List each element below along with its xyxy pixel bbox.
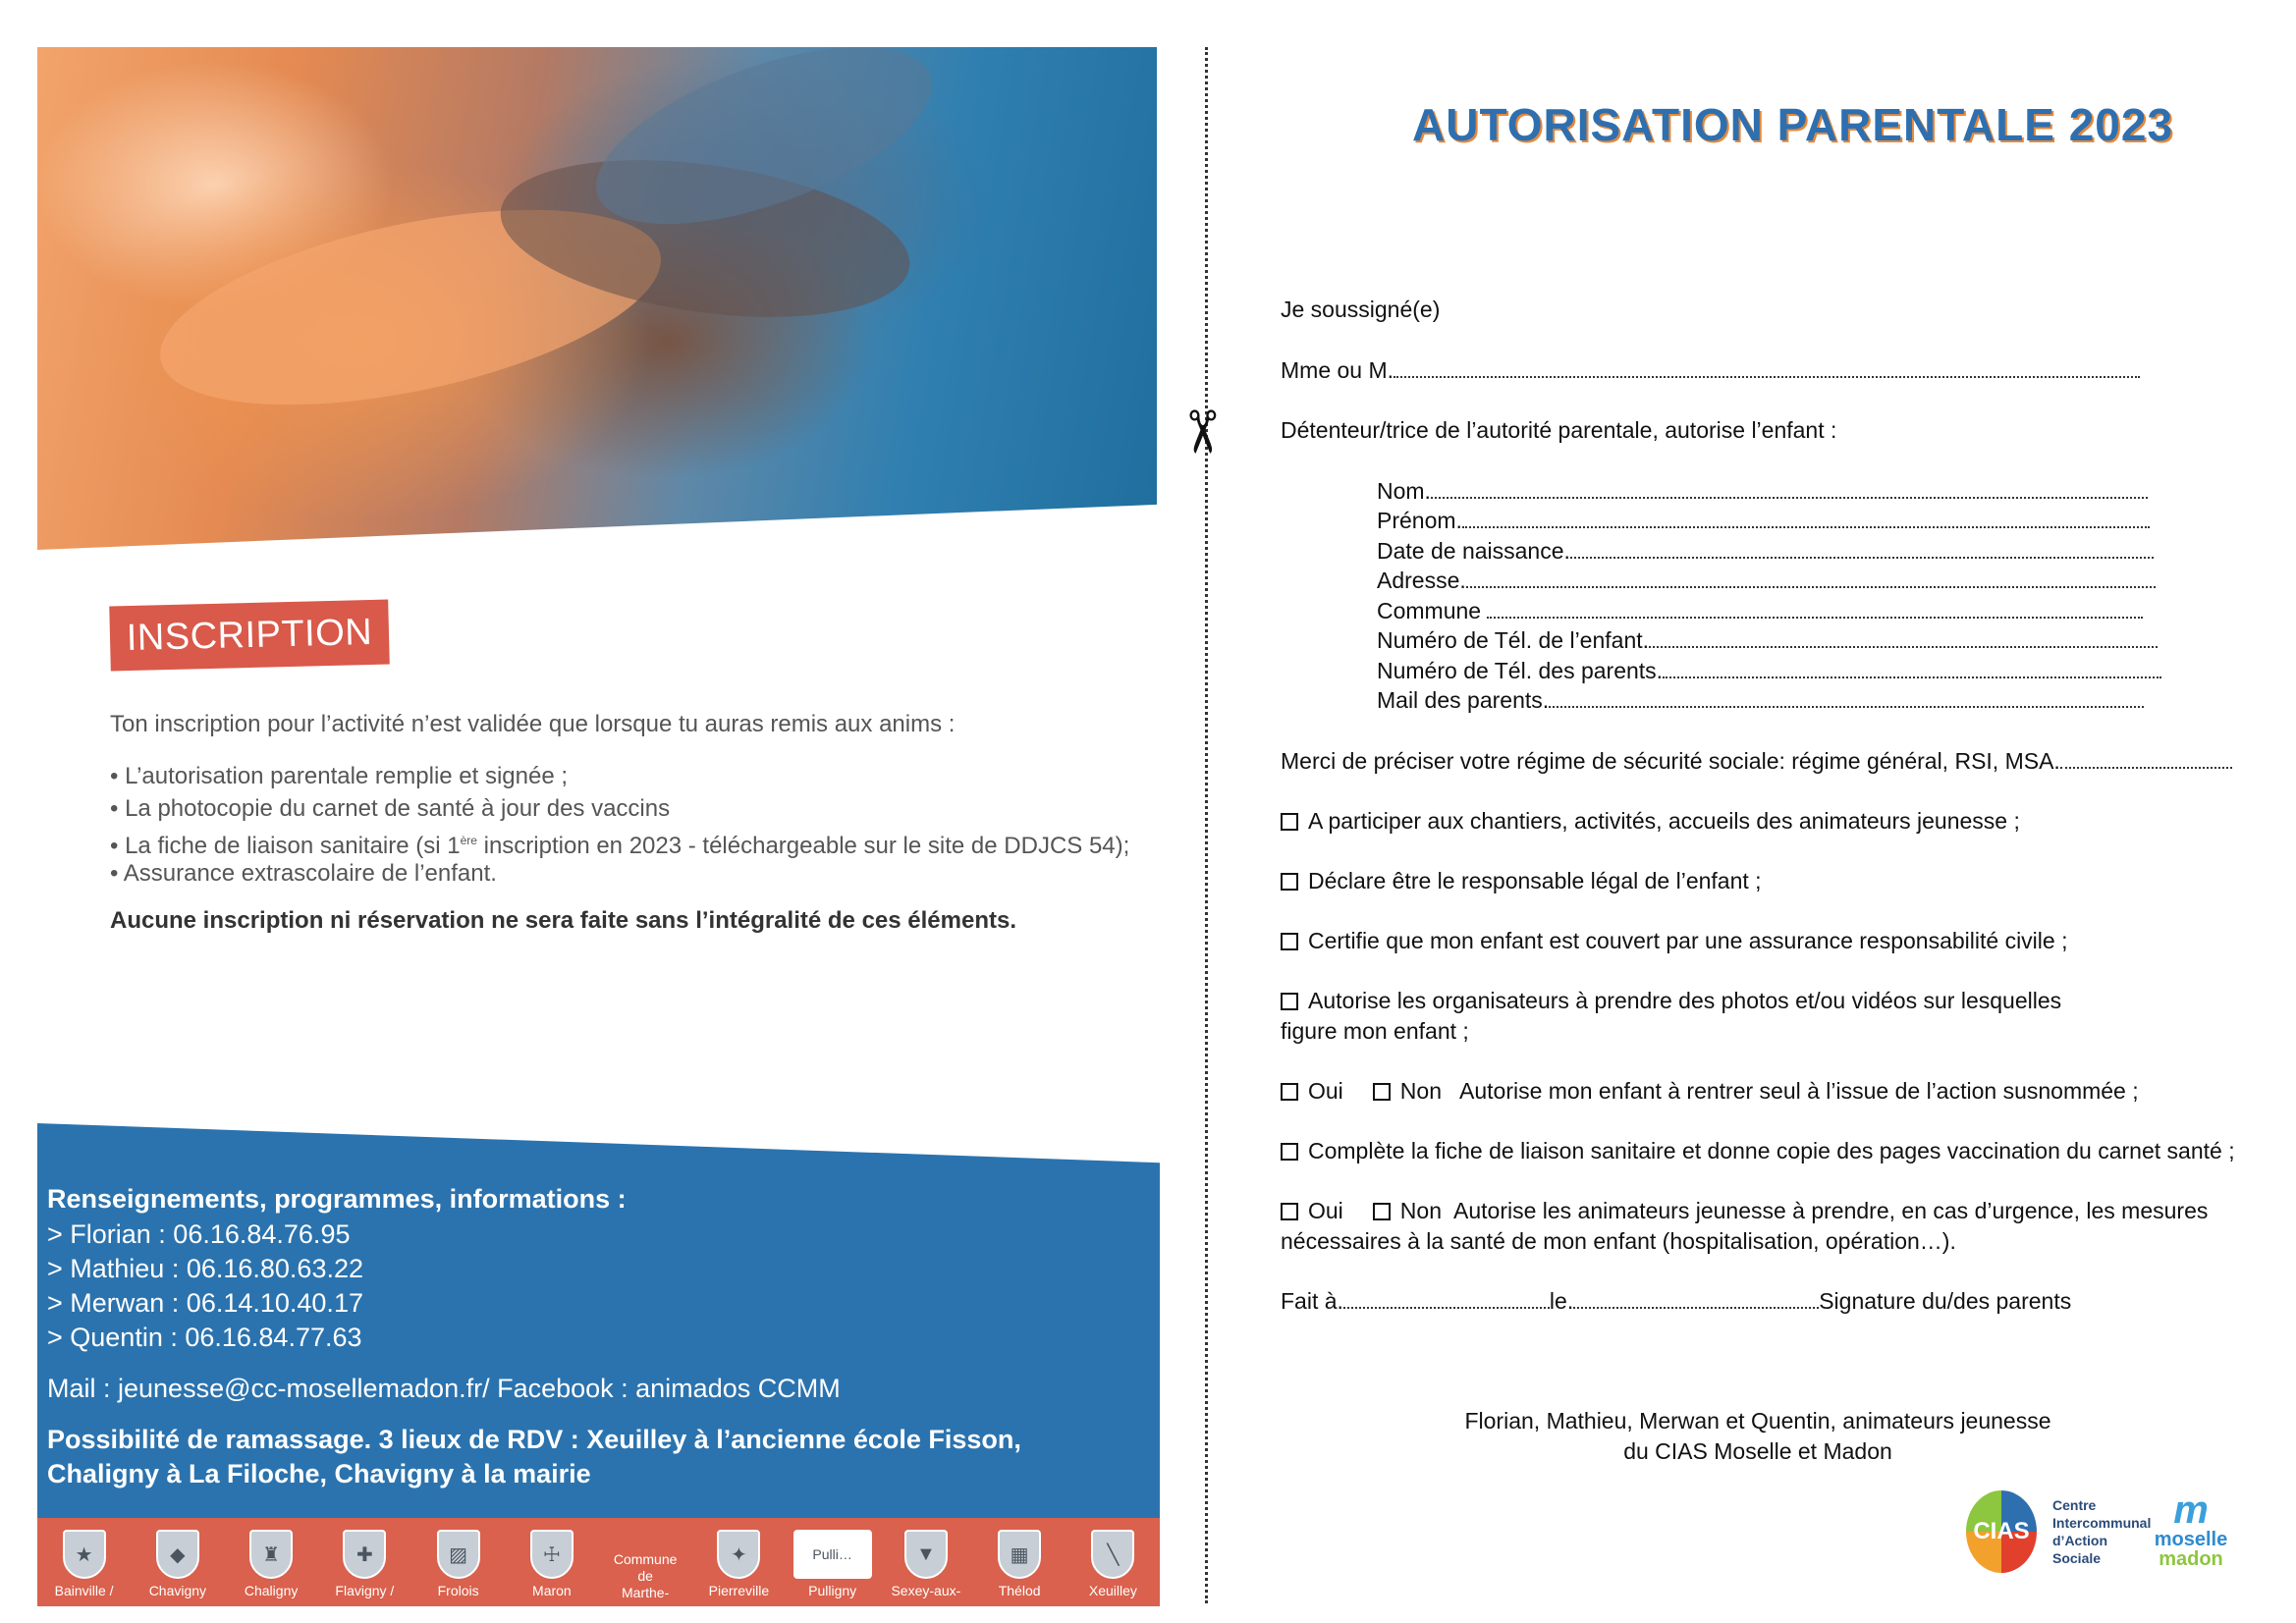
fill-line[interactable]: [1663, 661, 2161, 678]
crest-icon: ◆: [156, 1530, 199, 1579]
crest-icon: ▦: [998, 1530, 1041, 1579]
field-label: Numéro de Tél. des parents.: [1377, 658, 1664, 683]
commune-logo: [789, 1530, 877, 1598]
fill-line[interactable]: [1649, 630, 2158, 648]
date-fill-line[interactable]: [1573, 1291, 1819, 1309]
scissors-icon: ✂: [1169, 406, 1235, 458]
place-fill-line[interactable]: [1343, 1291, 1550, 1309]
parents-mail-field[interactable]: [1377, 687, 2144, 714]
child-nom-field[interactable]: [1377, 478, 2148, 505]
crest-icon: ★: [63, 1530, 106, 1579]
commune-logo: [508, 1530, 596, 1598]
inscription-intro: Ton inscription pour l’activité n’est validée que lorsque tu auras remis aux anims :: [110, 711, 956, 737]
check-urgence[interactable]: [1281, 1198, 2208, 1224]
crest-icon: ╲: [1091, 1530, 1134, 1579]
list-item-text: inscription en 2023 - téléchargeable sur le site de DDJCS 54);: [476, 833, 1130, 859]
child-address-field[interactable]: [1377, 568, 2156, 594]
field-label: Prénom.: [1377, 508, 1462, 533]
fill-line[interactable]: [1549, 690, 2144, 708]
child-commune-field[interactable]: [1377, 598, 2143, 624]
commune-name: Flavigny /: [335, 1583, 395, 1598]
commune-name: Chavigny: [148, 1583, 207, 1598]
commune-name: Pulligny: [808, 1583, 857, 1598]
signature-label: Signature du/des parents: [1819, 1288, 2072, 1314]
check-participer[interactable]: [1281, 808, 2020, 835]
commune-name: Frolois: [437, 1583, 479, 1598]
commune-name: Thélod: [998, 1583, 1041, 1598]
oui-label: Oui: [1308, 1198, 1343, 1223]
fill-line[interactable]: [1394, 360, 2140, 378]
field-label: Numéro de Tél. de l’enfant.: [1377, 627, 1650, 653]
communes-strip: [37, 1518, 1160, 1606]
logo-mark: m: [2173, 1488, 2209, 1532]
commune-name: Bainville /: [54, 1583, 114, 1598]
child-birthdate-field[interactable]: [1377, 538, 2154, 565]
list-item: • L’autorisation parentale remplie et signée ;: [110, 760, 1129, 792]
check-rentrer-seul[interactable]: [1281, 1078, 2139, 1105]
fill-line[interactable]: [1487, 601, 2143, 619]
checkbox[interactable]: [1281, 813, 1298, 831]
list-item: [110, 825, 1129, 857]
crest-icon: ▼: [904, 1530, 948, 1579]
non-label: Non: [1399, 1078, 1442, 1104]
fill-line[interactable]: [1466, 570, 2156, 588]
checkbox[interactable]: [1281, 1143, 1298, 1161]
checkbox-label: Autorise mon enfant à rentrer seul à l’issue de l’action susnommée ;: [1459, 1078, 2139, 1104]
contact-quentin: > Quentin : 06.16.84.77.63: [47, 1323, 362, 1352]
checkbox-label: Certifie que mon enfant est couvert par une assurance responsabilité civile ;: [1308, 928, 2068, 953]
contact-florian: > Florian : 06.16.84.76.95: [47, 1219, 351, 1249]
commune-logo: [414, 1530, 503, 1598]
commune-name: Sexey-aux-: [891, 1583, 961, 1598]
superscript: ère: [460, 834, 477, 847]
check-responsable[interactable]: [1281, 868, 1762, 894]
non-label: Non: [1399, 1198, 1442, 1223]
contact-merwan: > Merwan : 06.14.10.40.17: [47, 1288, 363, 1318]
le-label: le.: [1549, 1288, 1574, 1314]
parent-name-field[interactable]: [1281, 357, 2140, 384]
field-label: Mme ou M.: [1281, 357, 1394, 383]
commune-name: Pierreville: [708, 1583, 770, 1598]
signature-line[interactable]: [1281, 1288, 2071, 1315]
crest-icon: ✚: [343, 1530, 386, 1579]
signoff-line-1: Florian, Mathieu, Merwan et Quentin, animateurs jeunesse: [1464, 1408, 2051, 1434]
checkbox-label: Complète la fiche de liaison sanitaire et donne copie des pages vaccination du carnet santé ;: [1308, 1138, 2235, 1163]
child-phone-field[interactable]: [1377, 627, 2158, 654]
field-label: Commune: [1377, 598, 1488, 623]
check-photos-continued: figure mon enfant ;: [1281, 1018, 1469, 1044]
regime-field[interactable]: [1281, 748, 2232, 775]
fill-line[interactable]: [1462, 511, 2150, 528]
field-label: Adresse.: [1377, 568, 1466, 593]
pickup-line-1: Possibilité de ramassage. 3 lieux de RDV : Xeuilley à l’ancienne école Fisson,: [47, 1425, 1021, 1454]
commune-name: Marthe-: [622, 1585, 670, 1600]
checkbox-label: Déclare être le responsable légal de l’enfant ;: [1308, 868, 1762, 893]
field-label: Merci de préciser votre régime de sécurité sociale: régime général, RSI, MSA.: [1281, 748, 2060, 774]
check-urgence-continued: nécessaires à la santé de mon enfant (hospitalisation, opération…).: [1281, 1228, 1956, 1254]
fill-line[interactable]: [1570, 541, 2154, 559]
list-item: • La photocopie du carnet de santé à jour des vaccins: [110, 792, 1129, 825]
crest-icon: ♜: [249, 1530, 293, 1579]
list-item-text: La fiche de liaison sanitaire (si 1: [125, 833, 461, 859]
checkbox-non[interactable]: [1373, 1083, 1391, 1101]
check-assurance[interactable]: [1281, 928, 2067, 954]
inscription-warning: Aucune inscription ni réservation ne sera faite sans l’intégralité de ces éléments.: [110, 907, 1016, 934]
cut-line: [1205, 47, 1208, 1603]
checkbox-label: A participer aux chantiers, activités, accueils des animateurs jeunesse ;: [1308, 808, 2020, 834]
commune-logo: [1068, 1530, 1157, 1598]
logo-text-line: Sociale: [2052, 1550, 2102, 1566]
cias-logo-text: [2052, 1496, 2151, 1567]
oui-label: Oui: [1308, 1078, 1343, 1104]
crest-icon: Pulli…: [793, 1530, 872, 1579]
contact-mathieu: > Mathieu : 06.16.80.63.22: [47, 1254, 363, 1283]
commune-logo: [975, 1530, 1064, 1598]
field-label: Nom.: [1377, 478, 1431, 504]
logo-word: madon: [2159, 1548, 2223, 1570]
hands-photo: [37, 47, 1157, 550]
checkbox-label: Autorise les organisateurs à prendre des photos et/ou vidéos sur lesquelles: [1308, 988, 2062, 1013]
info-heading: Renseignements, programmes, informations :: [47, 1184, 627, 1214]
cias-logo: CIAS: [1966, 1490, 2037, 1573]
parents-phone-field[interactable]: [1377, 658, 2161, 684]
commune-name: Chaligny: [244, 1583, 299, 1598]
commune-logo: [320, 1530, 409, 1598]
signoff-line-2: du CIAS Moselle et Madon: [1623, 1438, 1892, 1464]
commune-logo: [40, 1530, 129, 1598]
checkbox[interactable]: [1281, 933, 1298, 950]
check-photos[interactable]: [1281, 988, 2061, 1014]
commune-logo: [882, 1530, 970, 1598]
fait-a-label: Fait à.: [1281, 1288, 1343, 1314]
moselle-madon-logo: [2147, 1490, 2235, 1569]
checkbox[interactable]: [1281, 873, 1298, 891]
commune-logo: [601, 1530, 689, 1601]
child-prenom-field[interactable]: [1377, 508, 2150, 534]
crest-icon: ✦: [717, 1530, 760, 1579]
logo-text-line: Intercommunal: [2052, 1515, 2152, 1531]
logo-word: moselle: [2154, 1529, 2228, 1550]
checkbox-oui[interactable]: [1281, 1083, 1298, 1101]
commune-name: Commune: [613, 1551, 678, 1567]
checkbox-oui[interactable]: [1281, 1203, 1298, 1220]
checkbox[interactable]: [1281, 993, 1298, 1010]
commune-logo: [227, 1530, 315, 1598]
check-fiche[interactable]: [1281, 1138, 2235, 1164]
form-title: AUTORISATION PARENTALE 2023: [1412, 99, 2174, 150]
logo-text-line: Centre: [2052, 1497, 2097, 1513]
commune-name: Xeuilley: [1088, 1583, 1137, 1598]
crest-icon: ☩: [530, 1530, 574, 1579]
field-label: Date de naissance.: [1377, 538, 1570, 564]
undersigned-label: Je soussigné(e): [1281, 297, 1441, 322]
authority-statement: Détenteur/trice de l’autorité parentale, autorise l’enfant :: [1281, 417, 1837, 443]
commune-logo: [134, 1530, 222, 1598]
commune-logo: [694, 1530, 783, 1598]
requirements-list: [110, 760, 1129, 890]
fill-line[interactable]: [2060, 751, 2232, 769]
commune-name: de: [637, 1568, 653, 1584]
field-label: Mail des parents.: [1377, 687, 1550, 713]
inscription-heading: INSCRIPTION: [109, 600, 390, 672]
contact-mail: Mail : jeunesse@cc-mosellemadon.fr/ Facebook : animados CCMM: [47, 1374, 841, 1403]
logo-text-line: d’Action: [2052, 1533, 2107, 1548]
checkbox-non[interactable]: [1373, 1203, 1391, 1220]
pickup-line-2: Chaligny à La Filoche, Chavigny à la mairie: [47, 1459, 591, 1488]
list-item: • Assurance extrascolaire de l’enfant.: [110, 857, 1129, 890]
crest-icon: ▨: [437, 1530, 480, 1579]
checkbox-label: Autorise les animateurs jeunesse à prendre, en cas d’urgence, les mesures: [1453, 1198, 2209, 1223]
fill-line[interactable]: [1431, 481, 2148, 499]
commune-name: Maron: [532, 1583, 572, 1598]
